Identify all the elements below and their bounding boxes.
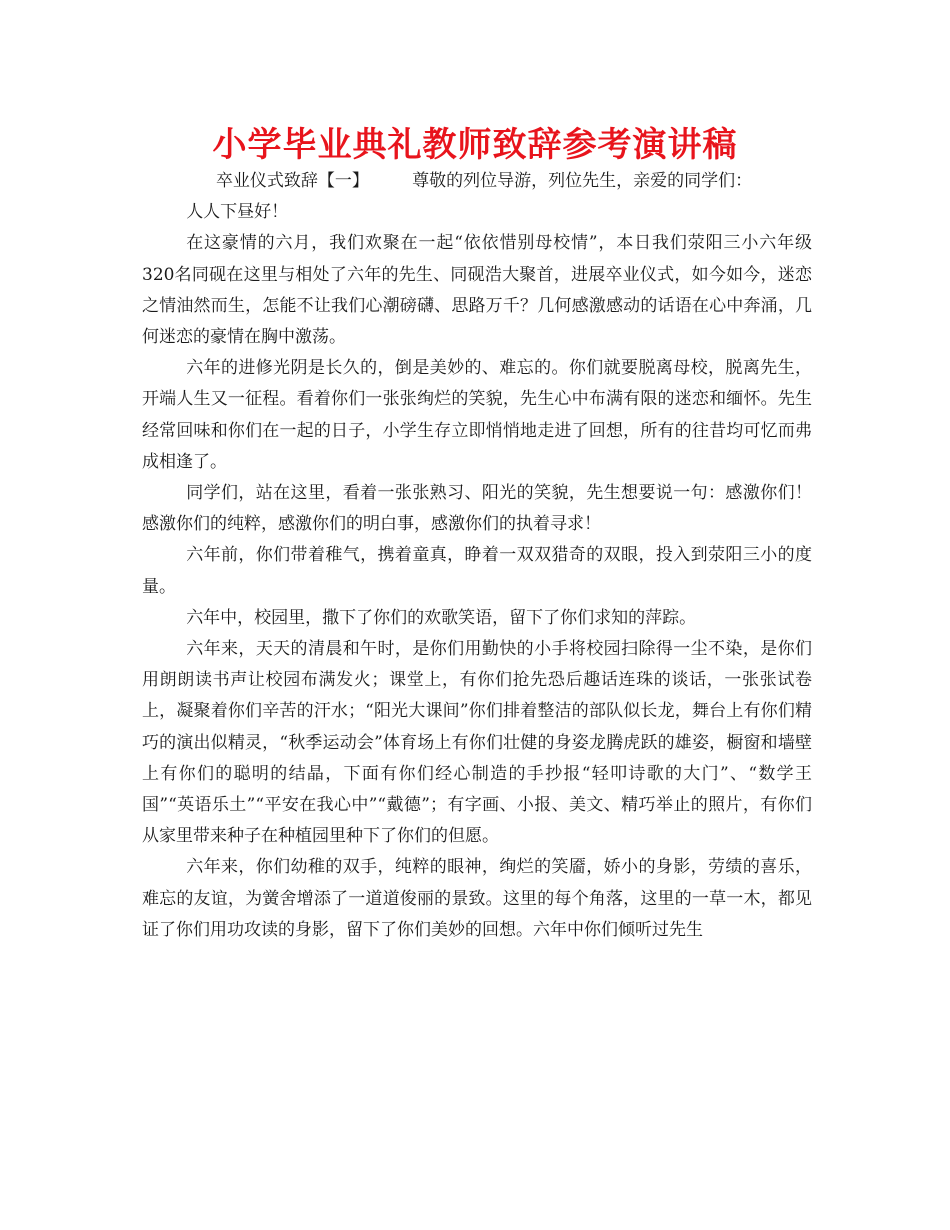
paragraph-4: 六年的进修光阴是长久的，倒是美妙的、难忘的。你们就要脱离母校，脱离先生，开端人生又一征程。看着你们一张张绚烂的笑貌，先生心中布满有限的迷恋和缅怀。先生经常回味和你们在一起的日子，小学生存立即悄悄地走进了回想，所有的往昔均可忆而弗成相逢了。 bbox=[142, 358, 812, 472]
paragraph-1: 卒业仪式致辞【一】 尊敬的列位导游，列位先生，亲爱的同学们： bbox=[215, 171, 753, 191]
paragraph-6: 六年前，你们带着稚气，携着童真，睁着一双双猎奇的双眼，投入到荥阳三小的度量。 bbox=[142, 545, 812, 597]
paragraph-5: 同学们，站在这里，看着一张张熟习、阳光的笑貌，先生想要说一句：感激你们！感激你们的纯粹，感激你们的明白事，感激你们的执着寻求！ bbox=[142, 483, 812, 535]
paragraph-9: 六年来，你们幼稚的双手，纯粹的眼神，绚烂的笑靥，娇小的身影，劳绩的喜乐，难忘的友谊，为黉舍增添了一道道俊丽的景致。这里的每个角落，这里的一草一木，都见证了你们用功攻读的身影，留下了你们美妙的回想。六年中你们倾听过先生 bbox=[142, 857, 812, 940]
paragraph-3: 在这豪情的六月，我们欢聚在一起“依依惜别母校情”，本日我们荥阳三小六年级320名同砚在这里与相处了六年的先生、同砚浩大聚首，进展卒业仪式，如今如今，迷恋之情油然而生，怎能不让我们心潮磅礴、思路万千？几何感激感动的话语在心中奔涌，几何迷恋的豪情在胸中激荡。 bbox=[142, 233, 812, 348]
paragraph-7: 六年中，校园里，撒下了你们的欢歌笑语，留下了你们求知的萍踪。 bbox=[186, 607, 697, 628]
document-body bbox=[142, 166, 812, 946]
paragraph-2: 人人下昼好！ bbox=[186, 202, 289, 223]
document-title: 小学毕业典礼教师致辞参考演讲稿 bbox=[212, 125, 738, 165]
paragraph-8: 六年来，天天的清晨和午时，是你们用勤快的小手将校园扫除得一尘不染，是你们用朗朗读书声让校园布满发火；课堂上，有你们抢先恐后趣话连珠的谈话，一张张试卷上，凝聚着你们辛苦的汗水；“阳光大课间”你们排着整洁的部队似长龙，舞台上有你们精巧的演出似精灵，“秋季运动会”体育场上有你们壮健的身姿龙腾虎跃的雄姿，橱窗和墙壁上有你们的聪明的结晶，下面有你们经心制造的手抄报“轻叩诗歌的大门”、“数学王国”“英语乐土”“平安在我心中”“戴德”；有字画、小报、美文、精巧举止的照片，有你们从家里带来种子在种植园里种下了你们的但愿。 bbox=[142, 639, 812, 847]
